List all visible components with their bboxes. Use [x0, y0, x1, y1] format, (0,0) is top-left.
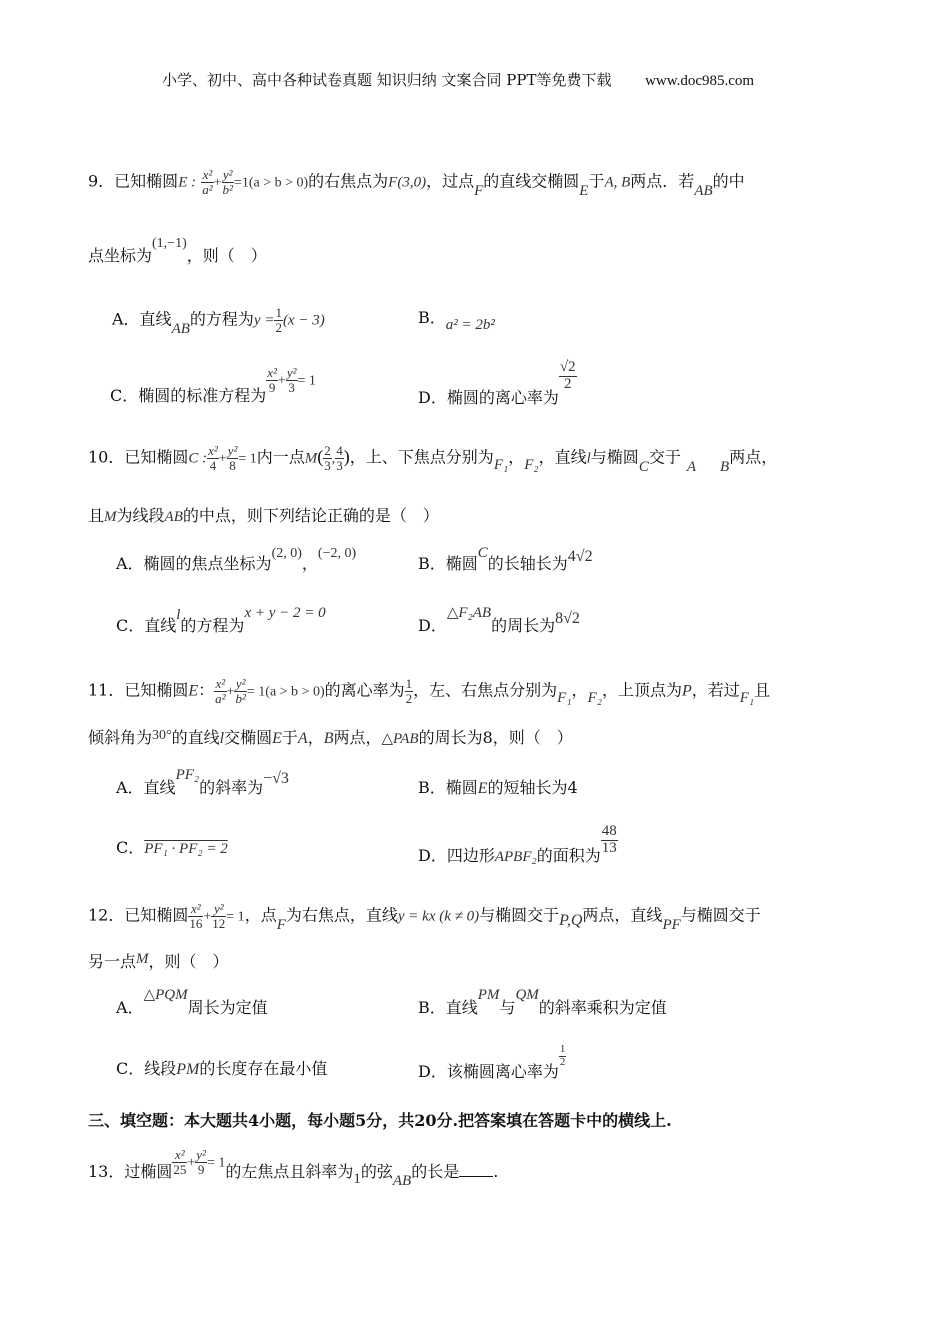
question-12-line-2: 另一点M，则（ ） — [88, 951, 229, 971]
header-url: www.doc985.com — [645, 73, 755, 89]
answer-blank[interactable] — [459, 1176, 493, 1177]
question-9-option-b: B．a² = 2b² — [418, 308, 495, 333]
question-9-option-d: D．椭圆的离心率为 $\frac{√2}{2}$ — [418, 359, 576, 407]
question-10-line-1: 10．已知椭圆C : $\frac{\text{x²}}{4}$ + $\frac{\text{y²}}{8}$ = 1内一点M( $\frac{2}{3}$ , $\frac{4}{3}$ )，上、下焦点分别为F₁，F₂，直线l与椭圆C交于 A B两点， — [88, 443, 778, 475]
question-9-option-c: C．椭圆的标准方程为 $\frac{\text{x²}}{9}$ + $\frac{\text{y²}}{3}$ = 1 — [110, 365, 316, 405]
page-header — [162, 69, 754, 90]
header-left-text: 小学、初中、高中各种试卷真题 知识归纳 文案合同 PPT等免费下载 — [162, 71, 612, 89]
question-9-option-a: A．直线AB的方程为y = $\frac{1}{2}$ (x − 3) — [112, 305, 325, 337]
question-12-line-1: 12．已知椭圆 $\frac{\text{x²}}{16}$ + $\frac{\text{y²}}{12}$ = 1，点F为右焦点，直线y = kx (k ≠ 0)与椭圆交于P,Q两点，直线PF与椭圆交于 — [88, 901, 761, 933]
question-10-option-c: C．直线l的方程为x + y − 2 = 0 — [116, 605, 326, 635]
question-12-option-d: D．该椭圆离心率为 $\frac{1}{2}$ — [418, 1043, 566, 1081]
question-9-line-2: 点坐标为(1,−1)，则（ ） — [88, 236, 267, 265]
question-11-option-a: A．直线PF₂的斜率为−√3 — [116, 767, 289, 797]
section-3-heading: 三、填空题：本大题共4小题，每小题5分，共20分.把答案填在答题卡中的横线上. — [88, 1111, 672, 1130]
question-12-option-c: C．线段PM的长度存在最小值 — [116, 1059, 328, 1078]
question-10-option-b: B．椭圆C的长轴长为4√2 — [418, 545, 593, 573]
question-11-option-d: D．四边形APBF₂的面积为 $\frac{48}{13}$ — [418, 823, 617, 865]
question-11-line-1: 11．已知椭圆E： $\frac{\text{x²}}{\text{a²}}$ + $\frac{\text{y²}}{\text{b²}}$ = 1(a > b > 0)的离心率为 $\frac{1}{2}$ ，左、右焦点分别为F₁，F₂，上顶点为P，若过F₁且 — [88, 676, 771, 706]
question-12-option-a: A．△PQM周长为定值 — [116, 987, 268, 1017]
question-12-option-b: B．直线PM与QM的斜率乘积为定值 — [418, 987, 667, 1017]
question-10-line-2: 且M为线段AB的中点，则下列结论正确的是（ ） — [88, 506, 439, 525]
question-11-line-2: 倾斜角为30°的直线l交椭圆E于A，B两点，△PAB的周长为8，则（ ） — [88, 728, 573, 747]
question-11-option-b: B．椭圆E的短轴长为4 — [418, 778, 578, 797]
question-13: 13．过椭圆 $\frac{\text{x²}}{25}$ + $\frac{\text{y²}}{9}$ = 1的左焦点且斜率为1的弦AB的长是 . — [88, 1147, 499, 1189]
question-10-option-a: A．椭圆的焦点坐标为(2, 0)，(−2, 0) — [116, 546, 357, 573]
question-9-line-1: 9．已知椭圆E : $\frac{\text{x²}}{\text{a²}}$ + $\frac{\text{y²}}{\text{b²}}$ =1(a > b > 0)的右焦点为F(3,0)，过点F的直线交椭圆E于A, B两点．若AB的中 — [88, 167, 745, 199]
question-11-option-c: C．PF₁ · PF₂ = 2 — [116, 838, 228, 857]
question-10-option-d: D．△F₂AB的周长为8√2 — [418, 605, 580, 635]
